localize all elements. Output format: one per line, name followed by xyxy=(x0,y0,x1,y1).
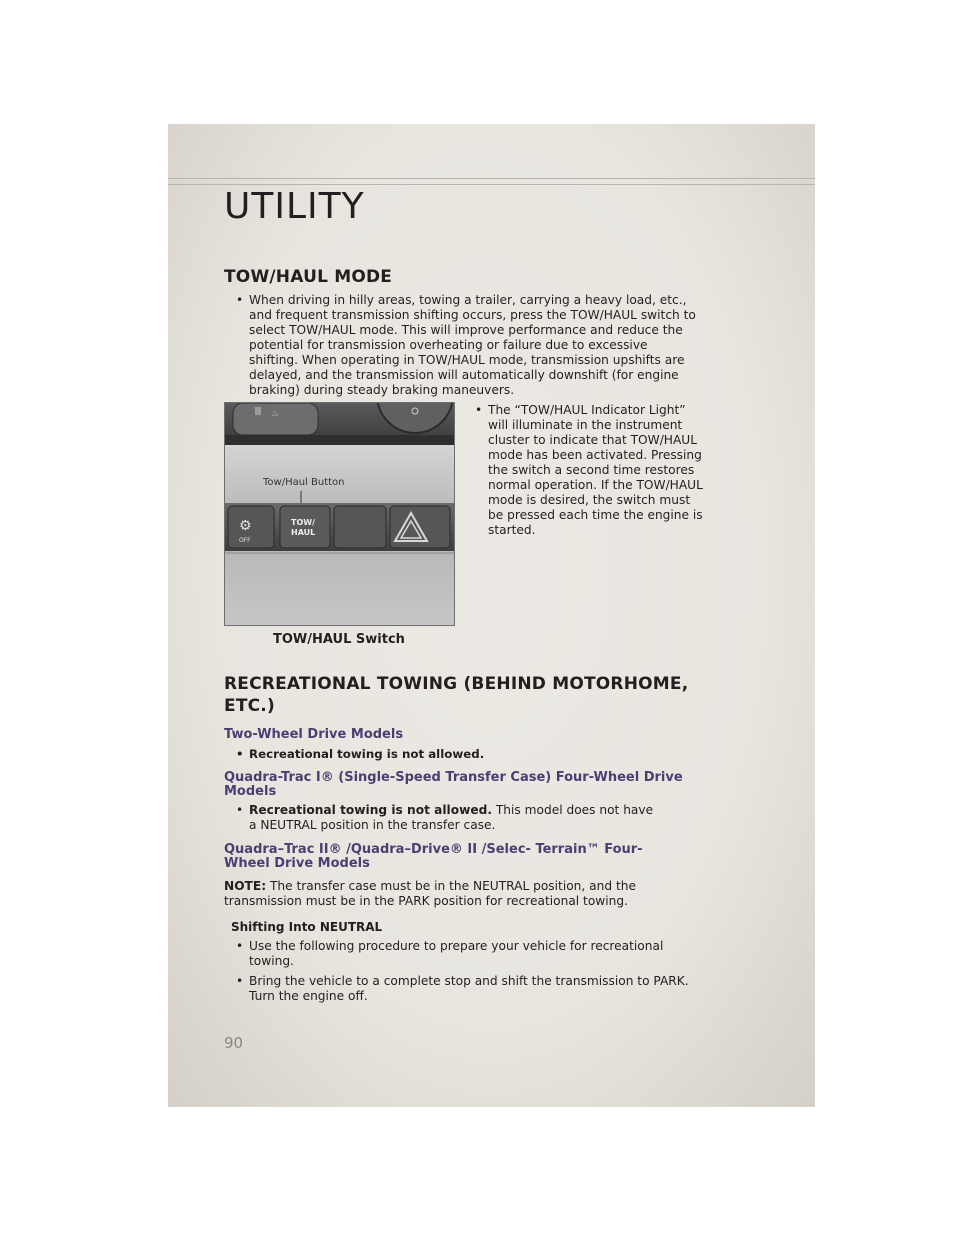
shifting-bullet-2-text: Bring the vehicle to a complete stop and shift the transmission to PARK. Turn the engine off. xyxy=(249,974,689,1003)
shifting-bullet-1 xyxy=(236,939,686,969)
photo-button-line-1: TOW/ xyxy=(291,518,316,527)
tow-haul-bullet-1 xyxy=(236,293,698,398)
photo-off-label: OFF xyxy=(239,537,251,544)
two-wheel-heading: Two-Wheel Drive Models xyxy=(224,727,404,742)
photo-callout-label: Tow/Haul Button xyxy=(263,477,345,488)
section-title: UTILITY xyxy=(224,186,365,227)
tow-haul-switch-photo xyxy=(224,402,455,626)
quadra-trac-i-bullet-bold: Recreational towing is not allowed. xyxy=(249,803,492,817)
photo-button-line-2: HAUL xyxy=(291,528,316,537)
note-text: The transfer case must be in the NEUTRAL position, and the transmission must be in the PARK position for recreational towing. xyxy=(224,879,636,908)
header-rule-top xyxy=(168,178,815,179)
tow-haul-heading: TOW/HAUL MODE xyxy=(224,267,393,287)
quadra-trac-i-bullet xyxy=(236,803,656,833)
shifting-bullet-1-text: Use the following procedure to prepare your vehicle for recreational towing. xyxy=(249,939,664,968)
page-number: 90 xyxy=(224,1034,244,1052)
quadra-trac-ii-heading: Quadra–Trac II® /Quadra–Drive® II /Selec- Terrain™ Four-Wheel Drive Models xyxy=(224,842,643,871)
two-wheel-bullet xyxy=(236,747,698,762)
note-label: NOTE: xyxy=(224,879,267,893)
note-paragraph xyxy=(224,879,664,909)
shifting-into-neutral-label: Shifting Into NEUTRAL xyxy=(231,920,383,934)
shifting-bullet-2 xyxy=(236,974,698,1004)
rec-towing-heading: RECREATIONAL TOWING (BEHIND MOTORHOME, ETC.) xyxy=(224,674,689,716)
svg-text:♨: ♨ xyxy=(271,409,280,419)
header-rule-bottom xyxy=(168,184,815,185)
quadra-trac-i-heading: Quadra-Trac I® (Single-Speed Transfer Case) Four-Wheel Drive Models xyxy=(224,770,683,799)
quadra-trac-i-bullet-rest: This model does not have a NEUTRAL position in the transfer case. xyxy=(249,803,654,832)
tow-haul-bullet-1-text: When driving in hilly areas, towing a trailer, carrying a heavy load, etc., and frequent transmission shifting occurs, press the TOW/HAUL switch to select TOW/HAUL mode. This will improve performance and reduce the potential for transmission overheating or failure due to excessive shifting. When operating in TOW/HAUL mode, transmission upshifts are delayed, and the transmission will automatically downshift (for engine braking) during steady braking maneuvers. xyxy=(249,293,696,397)
tow-haul-bullet-2 xyxy=(475,403,707,538)
svg-text:⚙: ⚙ xyxy=(239,518,252,534)
tow-haul-bullet-2-text: The “TOW/HAUL Indicator Light” will illuminate in the instrument cluster to indicate that TOW/HAUL mode has been activated. Pressing the switch a second time restores normal operation. If the TOW/HAUL mode is desired, the switch must be pressed each time the engine is started. xyxy=(488,403,703,537)
photo-caption: TOW/HAUL Switch xyxy=(273,632,405,647)
manual-page xyxy=(168,124,815,1107)
two-wheel-bullet-text: Recreational towing is not allowed. xyxy=(249,747,485,761)
